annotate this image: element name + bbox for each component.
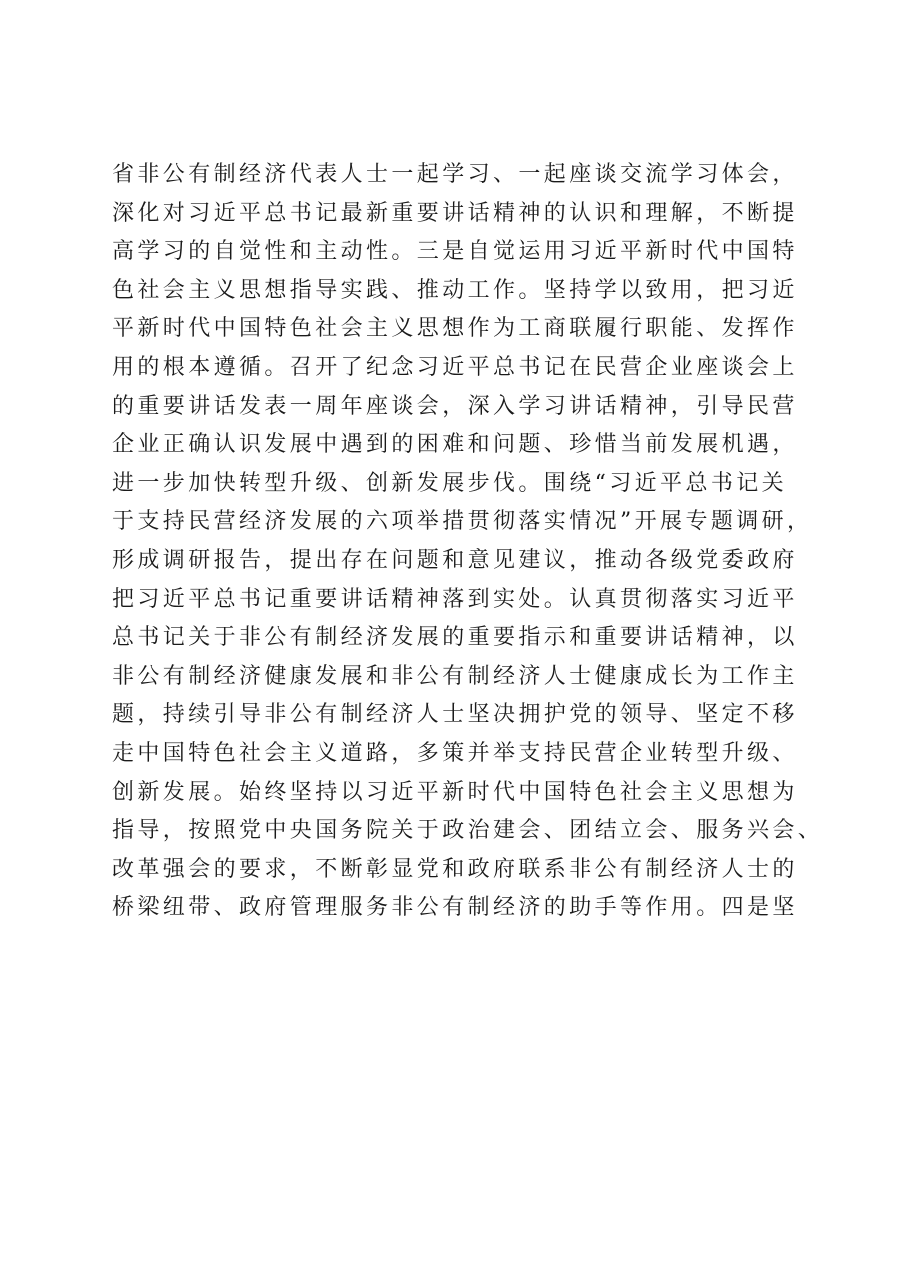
text-line: 总书记关于非公有制经济发展的重要指示和重要讲话精神，以 — [112, 625, 798, 651]
text-line: 形成调研报告，提出存在问题和意见建议，推动各级党委政府 — [112, 547, 798, 573]
text-line: 创新发展。始终坚持以习近平新时代中国特色社会主义思想为 — [112, 779, 798, 805]
text-line: 的重要讲话发表一周年座谈会，深入学习讲话精神，引导民营 — [112, 393, 798, 419]
text-line: 用的根本遵循。召开了纪念习近平总书记在民营企业座谈会上 — [112, 354, 798, 380]
text-line: 于支持民营经济发展的六项举措贯彻落实情况”开展专题调研， — [112, 509, 813, 535]
text-line: 企业正确认识发展中遇到的困难和问题、珍惜当前发展机遇， — [112, 432, 798, 458]
body-text — [112, 156, 824, 928]
text-line: 指导，按照党中央国务院关于政治建会、团结立会、服务兴会、 — [112, 818, 824, 844]
text-line: 平新时代中国特色社会主义思想作为工商联履行职能、发挥作 — [112, 316, 798, 342]
text-line: 题，持续引导非公有制经济人士坚决拥护党的领导、坚定不移 — [112, 702, 798, 728]
text-line: 非公有制经济健康发展和非公有制经济人士健康成长为工作主 — [112, 663, 798, 689]
text-line: 把习近平总书记重要讲话精神落到实处。认真贯彻落实习近平 — [112, 586, 798, 612]
text-line: 色社会主义思想指导实践、推动工作。坚持学以致用，把习近 — [112, 277, 798, 303]
text-line: 改革强会的要求，不断彰显党和政府联系非公有制经济人士的 — [112, 856, 798, 882]
text-line: 高学习的自觉性和主动性。三是自觉运用习近平新时代中国特 — [112, 239, 798, 265]
text-line: 桥梁纽带、政府管理服务非公有制经济的助手等作用。四是坚 — [112, 895, 798, 921]
text-line: 走中国特色社会主义道路，多策并举支持民营企业转型升级、 — [112, 740, 798, 766]
text-line: 深化对习近平总书记最新重要讲话精神的认识和理解，不断提 — [112, 200, 798, 226]
text-line: 省非公有制经济代表人士一起学习、一起座谈交流学习体会， — [112, 162, 798, 187]
text-line: 进一步加快转型升级、创新发展步伐。围绕“习近平总书记关 — [112, 470, 788, 496]
